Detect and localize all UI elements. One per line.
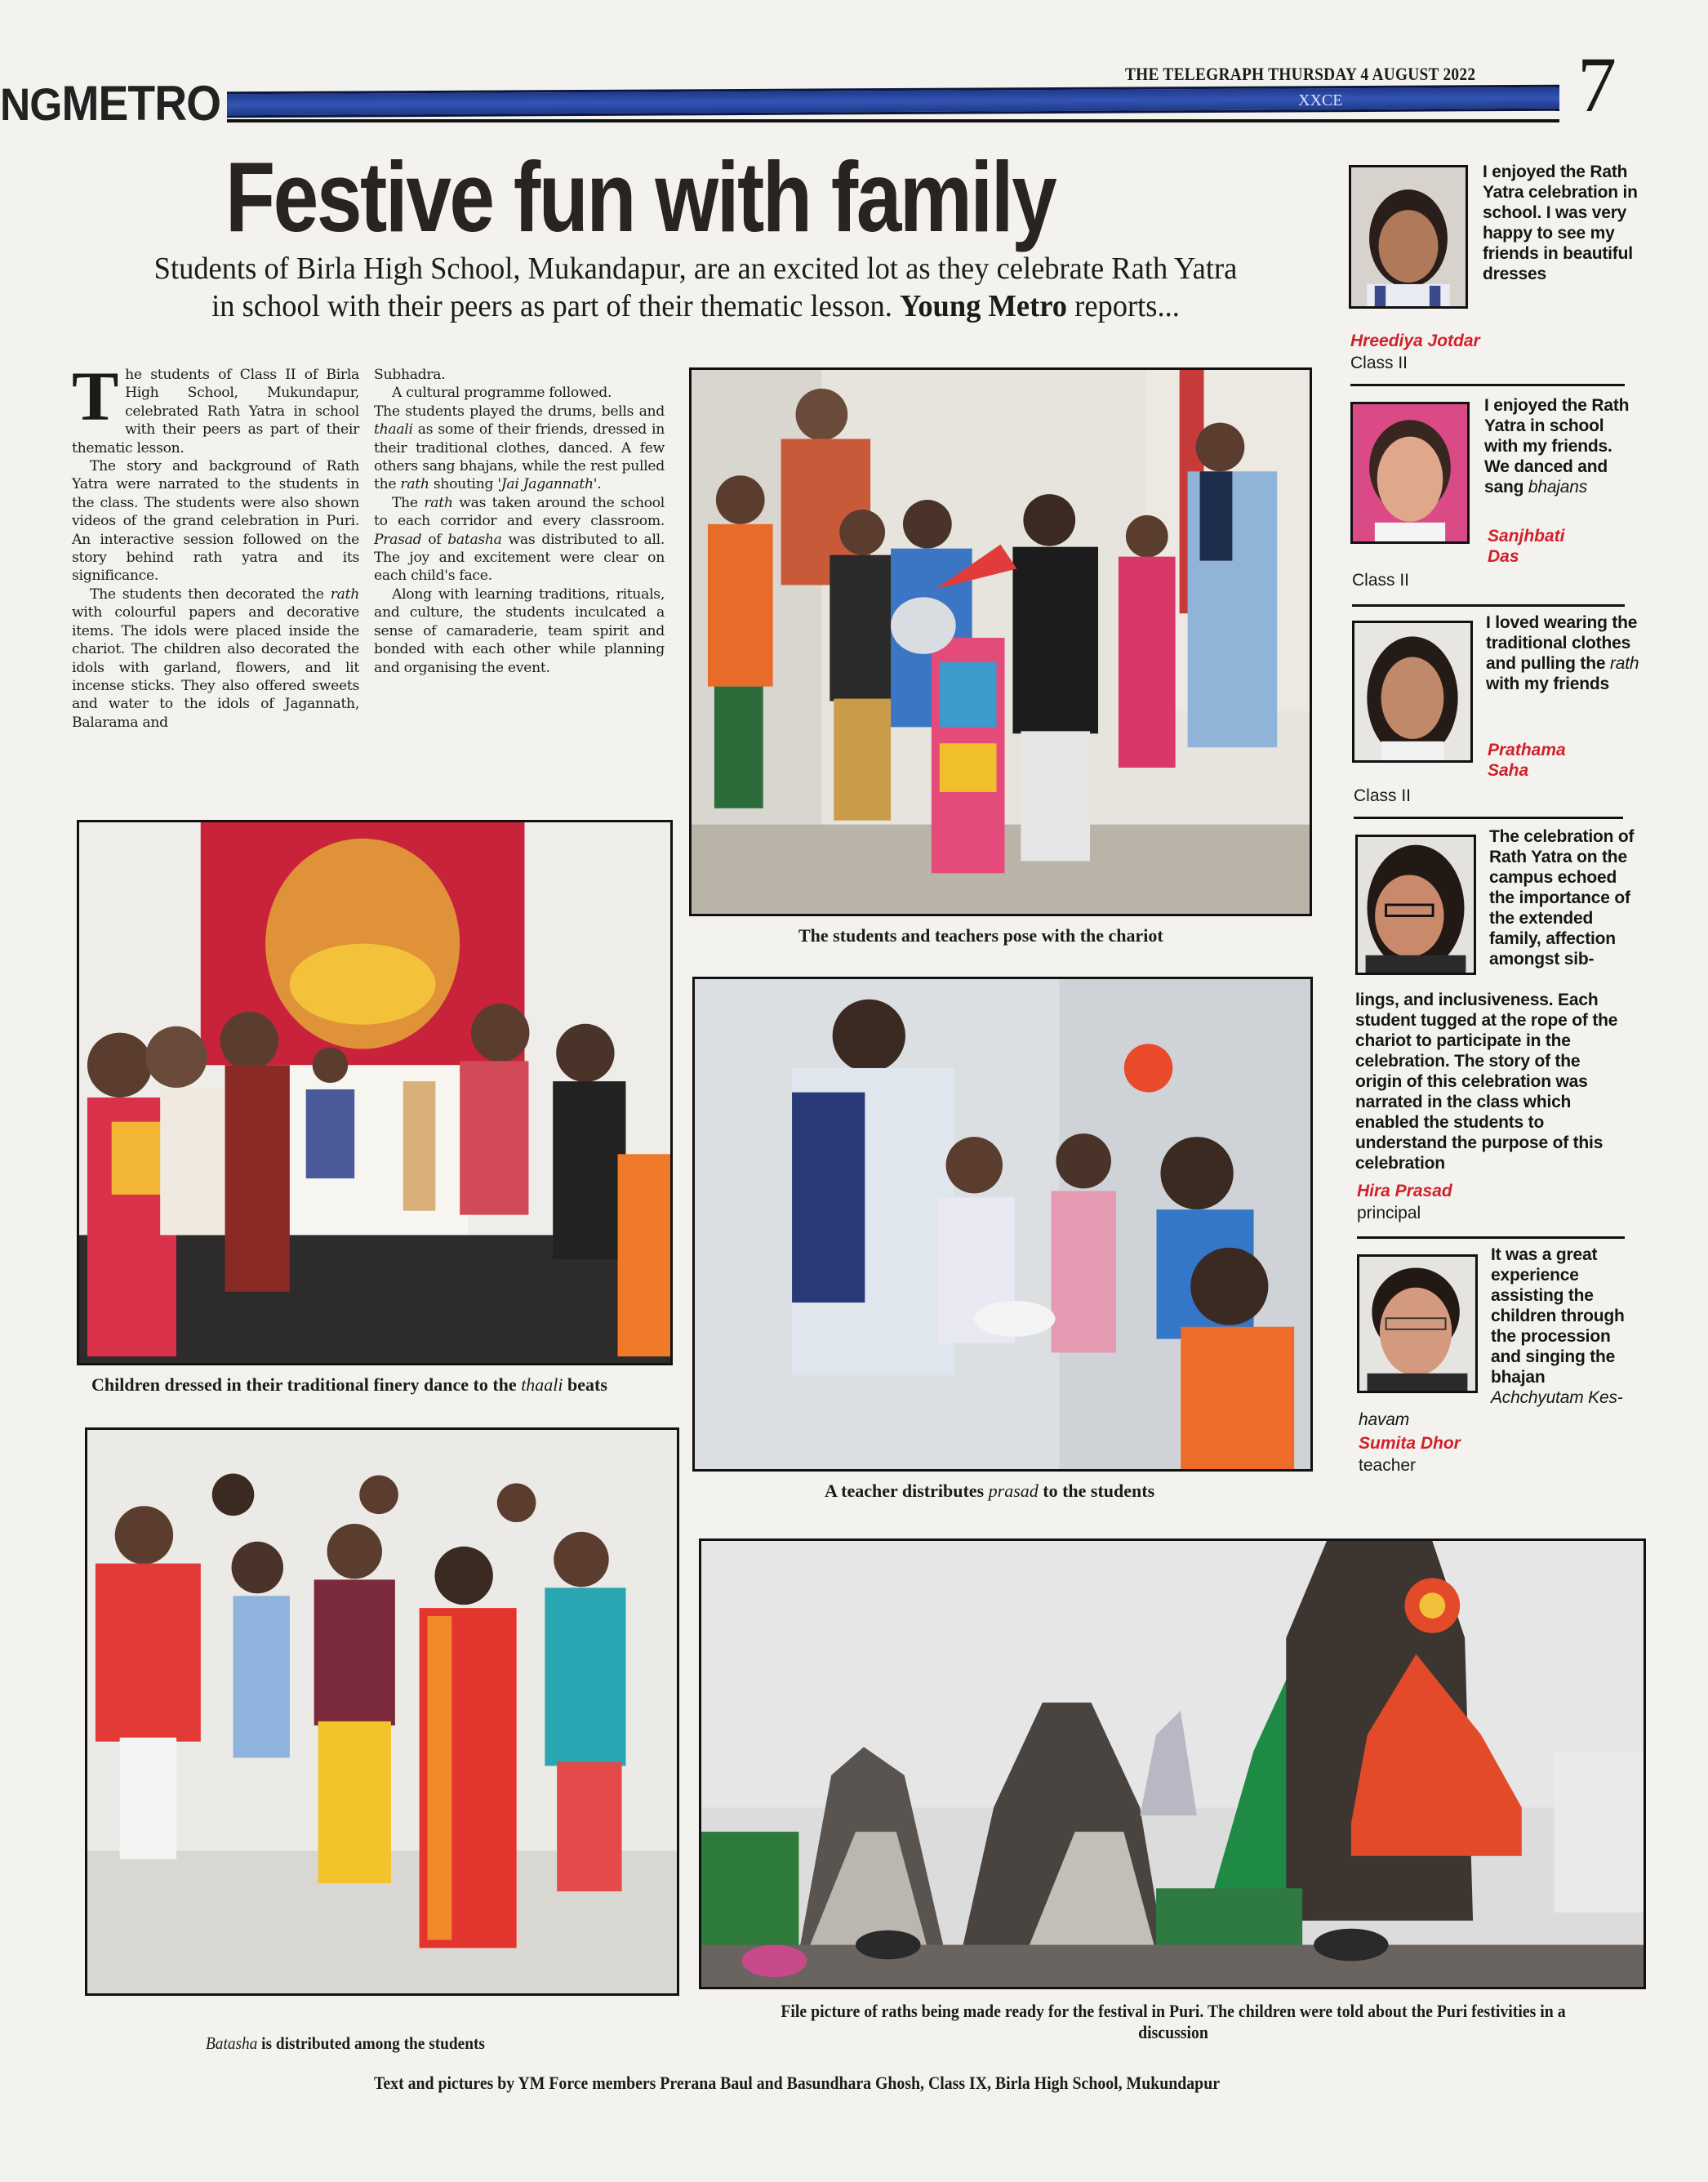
quote-italic: rath <box>1609 654 1639 673</box>
quote-italic: havam <box>1359 1410 1410 1429</box>
caption-italic: Batasha <box>206 2033 258 2053</box>
divider <box>1350 384 1625 386</box>
caption-italic: thaali <box>521 1374 563 1395</box>
caption-text: A teacher distributes <box>825 1481 989 1501</box>
quote-italic: Achchyutam Kes- <box>1491 1388 1623 1407</box>
section-name-metro: METRO <box>61 76 221 131</box>
quote-5-text-end <box>1359 1409 1409 1430</box>
paragraph <box>72 586 359 732</box>
paragraph-italic: batasha <box>447 531 502 548</box>
standfirst-brand: Young Metro <box>900 289 1068 323</box>
masthead-rule <box>227 119 1559 122</box>
page-number: 7 <box>1577 41 1617 128</box>
quote-2-portrait <box>1350 402 1470 544</box>
quote-text: It was a great experience assisting the children through the procession and singing the bhajan <box>1491 1245 1625 1387</box>
caption-batasha <box>206 2032 485 2055</box>
quote-3-name <box>1488 740 1566 781</box>
article-column-1 <box>72 357 359 732</box>
name-line: Sanjhbati <box>1488 527 1565 546</box>
quote-italic: bhajans <box>1528 478 1588 497</box>
standfirst-line-1: Students of Birla High School, Mukandapur, are an excited lot as they celebrate Rath Yatra <box>153 252 1238 286</box>
paragraph-text: The students played the drums, bells and <box>374 403 665 420</box>
masthead-band <box>227 85 1559 118</box>
section-name-prefix: NG <box>0 78 62 130</box>
quote-text: I loved wearing the traditional clothes and pulling the <box>1486 613 1638 673</box>
quote-2-role: Class II <box>1352 571 1410 590</box>
quote-3-text <box>1486 612 1641 694</box>
section-name <box>0 75 220 131</box>
paragraph-text: The <box>392 494 425 511</box>
standfirst-text: in school with their peers as part of their thematic lesson. <box>211 289 901 323</box>
quote-1-role: Class II <box>1350 354 1408 372</box>
paragraph-italic: rath <box>424 494 453 511</box>
caption-text: is distributed among the students <box>257 2033 485 2053</box>
photo-students-with-chariot <box>689 367 1312 916</box>
paragraph <box>374 403 665 494</box>
divider <box>1352 604 1625 607</box>
paragraph: Along with learning traditions, rituals, and culture, the students inculcated a sense of camaraderie, team spirit and bonded with each other while planning and organising the event. <box>374 586 665 676</box>
quote-5-text <box>1491 1245 1638 1408</box>
photo-children-dancing <box>77 820 673 1365</box>
photo-puri-raths <box>699 1539 1646 1989</box>
quote-4-role: principal <box>1357 1204 1421 1222</box>
paragraph-text: as some of their friends, dressed in their traditional clothes, danced. A few others sang bhajans, while the rest pulled the <box>374 421 665 493</box>
quote-5-portrait <box>1357 1254 1478 1393</box>
edition-code: XXCE <box>1298 91 1343 109</box>
paragraph: A cultural programme followed. <box>392 385 612 402</box>
quote-text: with my friends <box>1486 675 1610 693</box>
caption-puri: File picture of raths being made ready for the festival in Puri. The children were told about the Puri festivities in a discussion <box>781 2001 1566 2042</box>
article-column-2 <box>374 366 665 677</box>
dropcap: T <box>72 357 119 435</box>
standfirst-end: reports... <box>1067 289 1180 323</box>
name-line: Saha <box>1488 761 1529 780</box>
paper-date: THE TELEGRAPH THURSDAY 4 AUGUST 2022 <box>1125 64 1476 84</box>
paragraph-italic: Prasad <box>374 531 422 548</box>
paragraph-text: was taken around the school to each corridor and every classroom. <box>374 494 665 530</box>
name-line: Das <box>1488 547 1519 566</box>
quote-2-text <box>1484 395 1639 497</box>
caption-prasad <box>825 1480 1154 1503</box>
paragraph: The story and background of Rath Yatra were narrated to the students in the class. The students were also shown videos of the grand celebration in Puri. An interactive session followed on the story behind rath yatra and its significance. <box>72 458 359 585</box>
quote-5-name: Sumita Dhor <box>1359 1434 1461 1453</box>
paragraph-text: shouting ' <box>429 476 501 493</box>
paragraph-text: he students of Class II of Birla High School, Mukundapur, celebrated Rath Yatra in school with their peers as part of their thematic lesson. <box>72 367 359 456</box>
photo-credit: Text and pictures by YM Force members Prerana Baul and Basundhara Ghosh, Class IX, Birla High School, Mukundapur <box>374 2073 1220 2093</box>
paragraph-text: The students then decorated the <box>90 586 331 603</box>
paragraph-italic: rath <box>330 586 359 603</box>
quote-4-text-wrap: The celebration of Rath Yatra on the campus echoed the importance of the extended family, affection amongst sib- <box>1489 827 1635 969</box>
quote-2-name <box>1488 526 1565 567</box>
standfirst <box>100 250 1291 325</box>
paragraph <box>374 494 665 586</box>
paragraph-italic: rath <box>400 476 429 493</box>
quote-4-portrait <box>1355 835 1476 975</box>
caption-text: to the students <box>1038 1481 1155 1501</box>
paragraph: Subhadra. <box>374 367 446 383</box>
headline: Festive fun with family <box>225 141 1056 252</box>
caption-italic: prasad <box>988 1481 1039 1501</box>
divider <box>1354 817 1623 819</box>
divider <box>1357 1236 1625 1239</box>
name-line: Prathama <box>1488 741 1566 759</box>
caption-text: beats <box>563 1374 607 1395</box>
quote-1-portrait <box>1349 165 1468 309</box>
paragraph-italic: thaali <box>374 421 413 439</box>
paragraph-text: '. <box>593 476 602 493</box>
quote-4-name: Hira Prasad <box>1357 1182 1452 1200</box>
standfirst-line-2 <box>100 287 1291 325</box>
quote-1-text: I enjoyed the Rath Yatra celebration in school. I was very happy to see my friends in beautiful dresses <box>1483 163 1638 283</box>
caption-chariot: The students and teachers pose with the chariot <box>798 925 1163 946</box>
paragraph-italic: Jai Jagannath <box>500 476 594 493</box>
quote-1-name: Hreediya Jotdar <box>1350 332 1480 350</box>
quote-text: I enjoyed the Rath Yatra in school with my friends. We danced and sang <box>1484 396 1630 497</box>
paragraph <box>72 357 359 457</box>
quote-5-role: teacher <box>1359 1456 1417 1475</box>
photo-batasha-distribution <box>85 1427 679 1996</box>
paragraph-text: with colourful papers and decorative items. The idols were placed inside the chariot. The children also decorated the idols with garland, flowers, and lit incense sticks. They also offered sweets and water to the idols of Jagannath, Balarama and <box>72 604 359 731</box>
caption-text: Children dressed in their traditional finery dance to the <box>91 1374 522 1395</box>
quote-4-text: lings, and inclusiveness. Each student tugged at the rope of the chariot to participate in the celebration. The story of the origin of this celebration was narrated in the class which enabled the students to understand the purpose of this celebration <box>1355 991 1618 1173</box>
photo-teacher-distributing-prasad <box>692 977 1313 1472</box>
quote-3-portrait <box>1352 621 1473 763</box>
paragraph-text: of <box>421 531 448 548</box>
caption-dance <box>91 1374 607 1396</box>
quote-3-role: Class II <box>1354 786 1412 805</box>
paragraph-text: was distributed to all. The joy and excitement were clear on each child's face. <box>374 531 665 585</box>
